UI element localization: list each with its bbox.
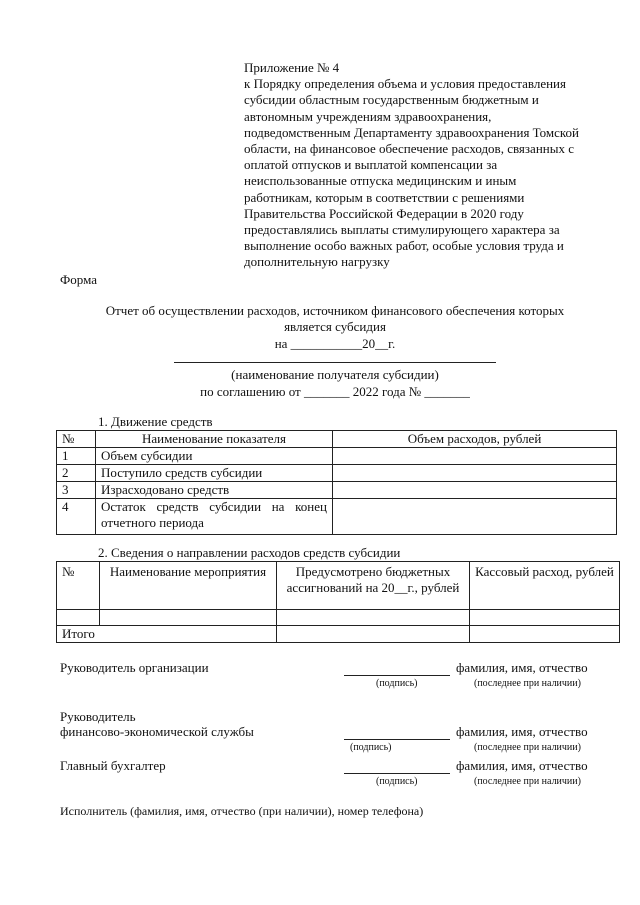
annex-line: выполнение особо важных работ, особые условия труда и bbox=[244, 238, 564, 254]
head-signature-line[interactable] bbox=[344, 675, 450, 676]
annex-line: предоставлялись выплаты стимулирующего характера за bbox=[244, 222, 560, 238]
row-amount-cell[interactable] bbox=[333, 482, 617, 499]
table-row bbox=[57, 448, 617, 465]
row-num: 2 bbox=[57, 465, 96, 482]
row-name: Израсходовано средств bbox=[96, 482, 333, 499]
recipient-caption: (наименование получателя субсидии) bbox=[231, 367, 439, 382]
agreement-line: по соглашению от _______ 2022 года № _______ bbox=[200, 384, 470, 399]
annex-header bbox=[244, 60, 604, 271]
annex-line: работникам, которым в соответствии с решениями bbox=[244, 189, 525, 205]
table-row bbox=[57, 465, 617, 482]
chief-label: Главный бухгалтер bbox=[60, 758, 166, 773]
row-num-cell[interactable] bbox=[57, 610, 100, 626]
head-signature-hint: (подпись) bbox=[376, 678, 418, 689]
chief-patronymic-hint: (последнее при наличии) bbox=[474, 776, 581, 787]
total-budget-cell[interactable] bbox=[277, 626, 470, 643]
chief-fio: фамилия, имя, отчество bbox=[456, 758, 588, 773]
header-num: № bbox=[57, 431, 96, 448]
header-amount: Объем расходов, рублей bbox=[333, 431, 617, 448]
fin-patronymic-hint: (последнее при наличии) bbox=[474, 742, 581, 753]
annex-line: субсидии областным государственным бюджетным и bbox=[244, 92, 539, 108]
total-cash-cell[interactable] bbox=[470, 626, 620, 643]
row-amount-cell[interactable] bbox=[333, 448, 617, 465]
total-row bbox=[57, 626, 620, 643]
annex-line: дополнительную нагрузку bbox=[244, 254, 390, 270]
table-row bbox=[57, 610, 620, 626]
chief-signature-line[interactable] bbox=[344, 773, 450, 774]
funds-movement-table bbox=[56, 430, 617, 535]
row-amount-cell[interactable] bbox=[333, 465, 617, 482]
section2-heading: 2. Сведения о направлении расходов средств субсидии bbox=[98, 545, 401, 560]
annex-line: подведомственным Департаменту здравоохранения Томской bbox=[244, 124, 580, 140]
annex-line: оплатой отпусков и выплатой компенсации за bbox=[244, 157, 498, 173]
report-title-line2: является субсидия bbox=[284, 319, 386, 334]
row-activity-cell[interactable] bbox=[100, 610, 277, 626]
fin-signature-line[interactable] bbox=[344, 739, 450, 740]
table-header-row bbox=[57, 562, 620, 610]
section1-heading: 1. Движение средств bbox=[98, 414, 213, 429]
annex-line: Правительства Российской Федерации в 2020 году bbox=[244, 205, 524, 221]
expenditure-table bbox=[56, 561, 620, 643]
head-patronymic-hint: (последнее при наличии) bbox=[474, 678, 581, 689]
annex-line: неиспользованные отпуска медицинским и иным bbox=[244, 173, 517, 189]
row-num: 1 bbox=[57, 448, 96, 465]
annex-line: к Порядку определения объема и условия предоставления bbox=[244, 76, 566, 92]
fin-label-1: Руководитель bbox=[60, 709, 136, 724]
table-row bbox=[57, 499, 617, 535]
header-num: № bbox=[57, 562, 100, 610]
row-budget-cell[interactable] bbox=[277, 610, 470, 626]
row-name: Поступило средств субсидии bbox=[96, 465, 333, 482]
row-name: Объем субсидии bbox=[96, 448, 333, 465]
row-name-cont: отчетного периода bbox=[101, 515, 204, 530]
row-num: 4 bbox=[57, 499, 96, 535]
form-label: Форма bbox=[60, 272, 97, 287]
table-row bbox=[57, 482, 617, 499]
row-name-cell bbox=[96, 499, 333, 535]
fin-label-2: финансово-экономической службы bbox=[60, 724, 254, 739]
table-header-row bbox=[57, 431, 617, 448]
report-title-line1: Отчет об осуществлении расходов, источником финансового обеспечения которых bbox=[105, 303, 565, 318]
header-indicator: Наименование показателя bbox=[96, 431, 333, 448]
fin-signature-hint: (подпись) bbox=[350, 742, 392, 753]
row-amount-cell[interactable] bbox=[333, 499, 617, 535]
row-name: Остаток средств субсидии на конец bbox=[101, 499, 327, 514]
header-activity: Наименование мероприятия bbox=[100, 562, 277, 610]
header-cash: Кассовый расход, рублей bbox=[470, 562, 620, 610]
row-num: 3 bbox=[57, 482, 96, 499]
chief-signature-hint: (подпись) bbox=[376, 776, 418, 787]
fin-fio: фамилия, имя, отчество bbox=[456, 724, 588, 739]
head-fio: фамилия, имя, отчество bbox=[456, 660, 588, 675]
recipient-name-line bbox=[174, 362, 496, 363]
annex-line: области, на финансовое обеспечение расходов, связанных с bbox=[244, 141, 574, 157]
report-date-line: на ___________20__г. bbox=[274, 336, 396, 351]
annex-line: Приложение № 4 bbox=[244, 60, 340, 75]
header-budget: Предусмотрено бюджетных ассигнований на 20__г., рублей bbox=[277, 562, 470, 610]
row-cash-cell[interactable] bbox=[470, 610, 620, 626]
total-label: Итого bbox=[57, 626, 277, 643]
head-label: Руководитель организации bbox=[60, 660, 209, 675]
executor-line: Исполнитель (фамилия, имя, отчество (при наличии), номер телефона) bbox=[60, 804, 424, 818]
annex-line: автономным учреждениям здравоохранения, bbox=[244, 108, 492, 124]
